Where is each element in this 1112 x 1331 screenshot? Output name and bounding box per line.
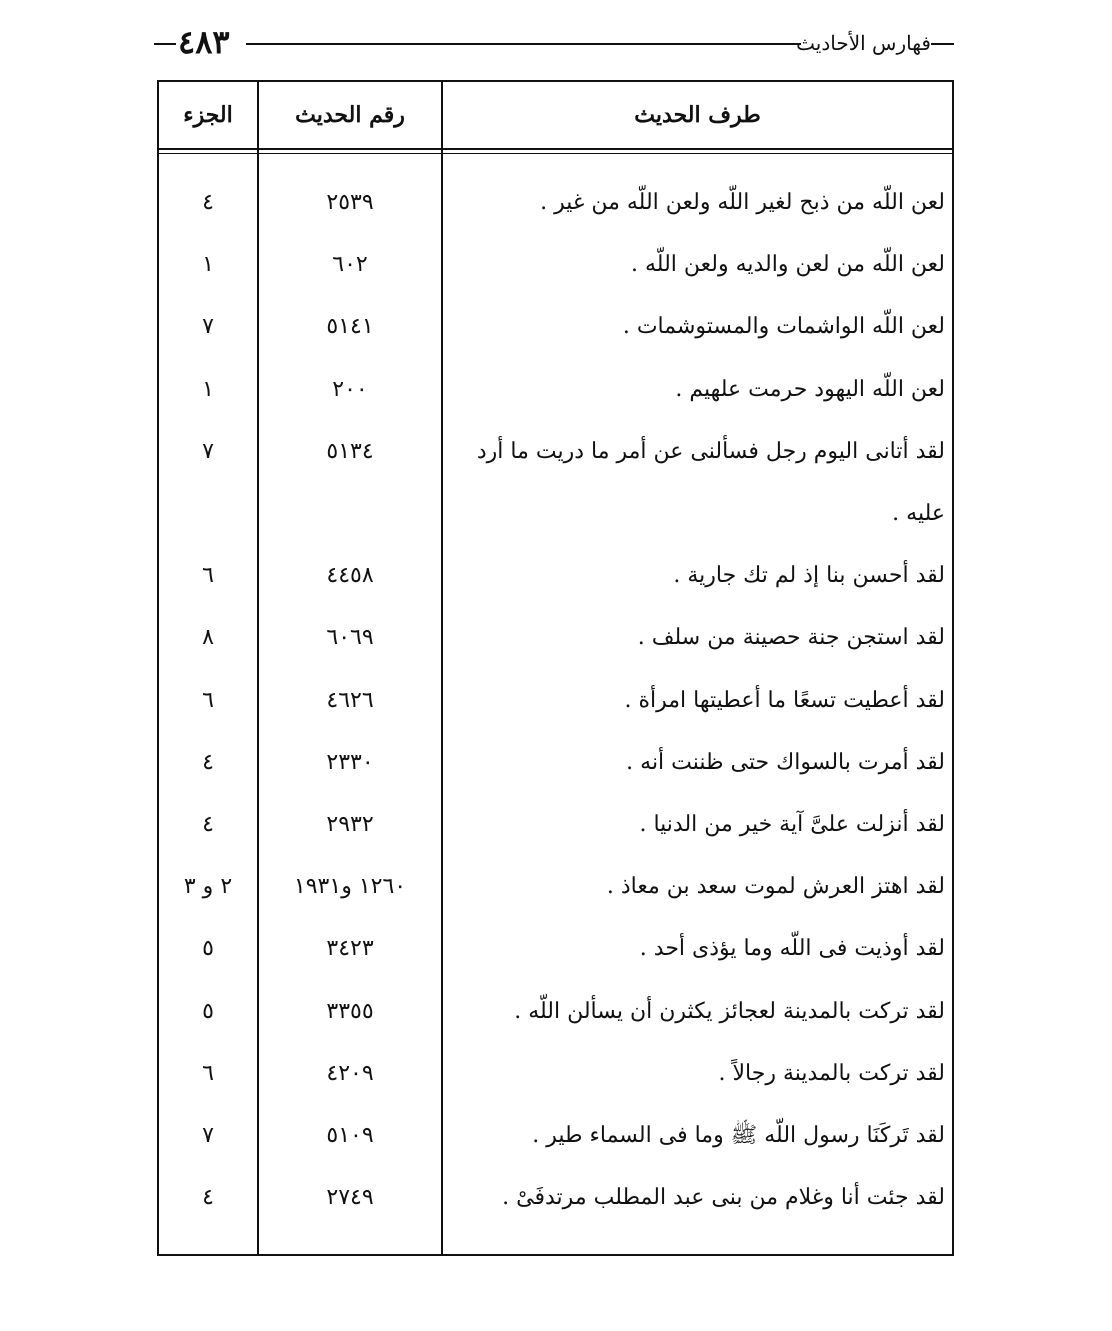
- column-header-juz: الجزء: [183, 102, 233, 128]
- cell-juz: ١: [202, 252, 214, 278]
- cell-hadith-text: لعن اللّه اليهود حرمت علهيم .: [675, 376, 945, 402]
- cell-hadith-text: لعن اللّه من ذبح لغير اللّه ولعن اللّه من غير .: [540, 190, 945, 215]
- cell-hadith-text: لقد أتانى اليوم رجل فسألنى عن أمر ما دريت ما أرد: [476, 438, 945, 464]
- cell-hadith-text: لقد أعطيت تسعًا ما أعطيتها امرأة .: [624, 687, 945, 713]
- table-row: [159, 679, 952, 723]
- cell-hadith-number: ٢٥٣٩: [326, 190, 374, 215]
- cell-hadith-text: لقد تَركَنَا رسول اللّه ﷺ وما فى السماء طير .: [532, 1123, 945, 1148]
- cell-juz: ٦: [202, 687, 214, 713]
- header-rule-left: [154, 43, 176, 45]
- table-row: [159, 1176, 952, 1220]
- cell-hadith-number: ٥١٤١: [326, 314, 374, 340]
- cell-juz: ٧: [202, 438, 214, 464]
- cell-hadith-number: ٤٢٠٩: [326, 1060, 374, 1086]
- cell-hadith-text: لعن اللّه من لعن والديه ولعن اللّه .: [631, 252, 945, 278]
- cell-juz: ٨: [202, 625, 214, 651]
- page-number: ٤٨٣: [178, 23, 230, 61]
- cell-hadith-text: لقد تركت بالمدينة رجالاً .: [718, 1060, 945, 1086]
- cell-juz: ٧: [202, 1123, 214, 1148]
- column-header-hadith: طرف الحديث: [634, 102, 761, 128]
- cell-juz: ٦: [202, 563, 214, 589]
- cell-hadith-text: لقد أنزلت علىَّ آية خير من الدنيا .: [639, 812, 945, 837]
- table-row: [159, 990, 952, 1034]
- cell-juz: ١: [202, 376, 214, 402]
- cell-hadith-text: لقد أوذيت فى اللّه وما يؤذى أحد .: [639, 936, 945, 962]
- table-row: [159, 181, 952, 225]
- cell-juz: [159, 492, 257, 536]
- cell-juz: ٥: [202, 998, 214, 1024]
- table-row: [159, 368, 952, 412]
- cell-juz: ٢ و ٣: [183, 874, 233, 900]
- cell-hadith-number: ٥١٣٤: [326, 438, 374, 464]
- table-row: [159, 305, 952, 349]
- cell-juz: ٧: [202, 314, 214, 340]
- header-rule-right: [931, 43, 954, 45]
- table-row: [159, 1052, 952, 1096]
- cell-hadith-number: ٣٤٢٣: [326, 936, 374, 962]
- cell-juz: ٤: [202, 812, 214, 837]
- page-header: [0, 0, 1112, 70]
- cell-hadith-text: لقد أمرت بالسواك حتى ظننت أنه .: [626, 749, 945, 775]
- cell-hadith-number: ٣٣٥٥: [326, 998, 374, 1024]
- table-row: [159, 492, 952, 536]
- running-title: فهارس الأحاديث: [796, 31, 931, 55]
- table-row: [159, 554, 952, 598]
- cell-hadith-text: لقد تركت بالمدينة لعجائز يكثرن أن يسألن اللّه .: [514, 998, 945, 1024]
- cell-hadith-number: ٦٠٢: [332, 252, 368, 278]
- cell-juz: ٦: [202, 1060, 214, 1086]
- cell-hadith-number: ٦٠٦٩: [326, 625, 374, 651]
- cell-hadith-number: ٢٣٣٠: [326, 749, 374, 775]
- cell-hadith-text: لقد جئت أنا وغلام من بنى عبد المطلب مرتدفَىْ .: [502, 1185, 945, 1211]
- cell-juz: ٥: [202, 936, 214, 962]
- cell-hadith-number: ١٢٦٠ و١٩٣١: [293, 874, 407, 900]
- table-row: [159, 865, 952, 909]
- header-rule: [246, 43, 801, 45]
- cell-hadith-text: لعن اللّه الواشمات والمستوشمات .: [622, 314, 945, 340]
- cell-hadith-text: عليه .: [892, 501, 945, 526]
- cell-hadith-number: [259, 492, 441, 536]
- cell-hadith-number: ٢٩٣٢: [326, 812, 374, 837]
- table-header-row: [159, 82, 952, 150]
- cell-hadith-text: لقد استجن جنة حصينة من سلف .: [637, 625, 945, 651]
- table-row: [159, 803, 952, 847]
- hadith-index-table: [157, 80, 954, 1256]
- cell-hadith-number: ٤٤٥٨: [326, 563, 374, 589]
- cell-juz: ٤: [202, 1185, 214, 1211]
- cell-hadith-number: ٥١٠٩: [326, 1123, 374, 1148]
- cell-juz: ٤: [202, 749, 214, 775]
- table-row: [159, 430, 952, 474]
- cell-hadith-number: ٢٧٤٩: [326, 1185, 374, 1211]
- cell-hadith-number: ٢٠٠: [332, 376, 368, 402]
- table-row: [159, 243, 952, 287]
- cell-hadith-text: لقد أحسن بنا إذ لم تك جارية .: [673, 563, 945, 589]
- cell-hadith-text: لقد اهتز العرش لموت سعد بن معاذ .: [606, 874, 945, 900]
- table-row: [159, 927, 952, 971]
- table-row: [159, 616, 952, 660]
- cell-hadith-number: ٤٦٢٦: [326, 687, 374, 713]
- column-header-number: رقم الحديث: [295, 102, 405, 128]
- table-row: [159, 1114, 952, 1158]
- table-row: [159, 741, 952, 785]
- cell-juz: ٤: [202, 190, 214, 215]
